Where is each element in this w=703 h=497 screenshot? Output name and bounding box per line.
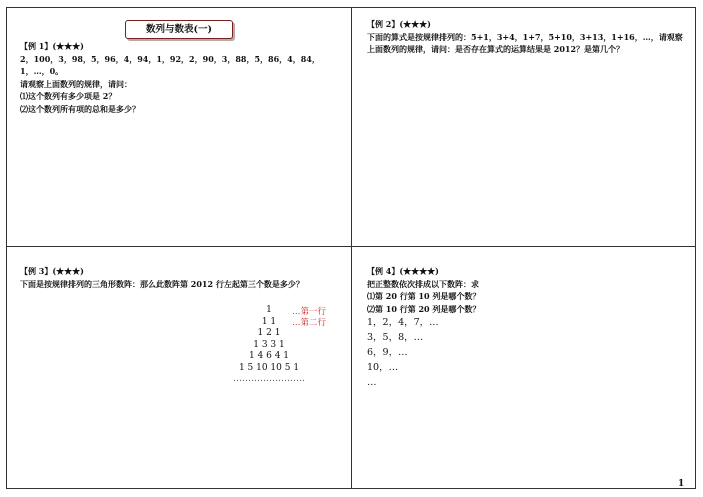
array-row: 1，2，4，7，… bbox=[367, 317, 439, 328]
example-1 bbox=[20, 40, 338, 115]
example-1-part1: ⑴这个数列有多少项是 2？ bbox=[20, 91, 117, 101]
example-1-sequence-line1: 2，100，3，98，5，96，4，94，1，92，2，90，3，88，5，86，4，84， bbox=[20, 53, 320, 64]
example-3-label: 【例 3】(★★★) bbox=[20, 266, 84, 276]
example-2-label: 【例 2】(★★★) bbox=[367, 19, 431, 29]
example-1-part2: ⑵这个数列所有项的总和是多少？ bbox=[20, 103, 140, 114]
example-2-text: 下面的算式是按规律排列的：5+1，3+4，1+7，5+10，3+13，1+16，…，请观察上面数列的规律，请问：是否存在算式的运算结果是 2012？是第几个？ bbox=[367, 31, 683, 54]
triangle-row: 1 1 bbox=[261, 316, 277, 327]
horizontal-divider bbox=[6, 246, 696, 247]
example-4 bbox=[367, 265, 687, 390]
array-row: … bbox=[367, 377, 377, 388]
row1-annotation: …第一行 bbox=[292, 307, 327, 317]
triangle-row: 1 2 1 bbox=[257, 328, 281, 338]
vertical-divider bbox=[351, 7, 352, 489]
example-4-intro: 把正整数依次排成以下数阵：求 bbox=[367, 278, 479, 289]
example-4-part2: ⑵第 10 行第 20 列是哪个数？ bbox=[367, 303, 481, 314]
array-row: 6，9，… bbox=[367, 347, 408, 358]
example-4-label: 【例 4】(★★★★) bbox=[367, 266, 439, 276]
triangle-ellipsis-row: …………………… bbox=[233, 374, 305, 384]
triangle-row: 1 bbox=[266, 305, 272, 315]
example-1-sequence-line2: 1，…，0。 bbox=[20, 66, 64, 76]
example-1-prompt: 请观察上面数列的规律，请问： bbox=[20, 78, 132, 89]
page-title: 数列与数表(一) bbox=[125, 20, 233, 39]
triangle-row: 1 5 10 10 5 1 bbox=[238, 362, 300, 373]
example-1-label: 【例 1】(★★★) bbox=[20, 41, 84, 51]
array-row: 10，… bbox=[367, 362, 399, 373]
example-2 bbox=[367, 18, 687, 56]
page-number: 1 bbox=[678, 479, 685, 489]
triangle-row: 1 4 6 4 1 bbox=[248, 351, 290, 361]
array-row: 3，5，8，… bbox=[367, 332, 424, 343]
triangle-row: 1 3 3 1 bbox=[253, 339, 285, 350]
example-3 bbox=[20, 265, 338, 290]
example-3-text: 下面是按规律排列的三角形数阵：那么此数阵第 2012 行左起第三个数是多少？ bbox=[20, 278, 304, 289]
example-4-part1: ⑴第 20 行第 10 列是哪个数？ bbox=[367, 291, 481, 301]
row2-annotation: …第二行 bbox=[292, 318, 327, 328]
number-array bbox=[367, 315, 687, 390]
